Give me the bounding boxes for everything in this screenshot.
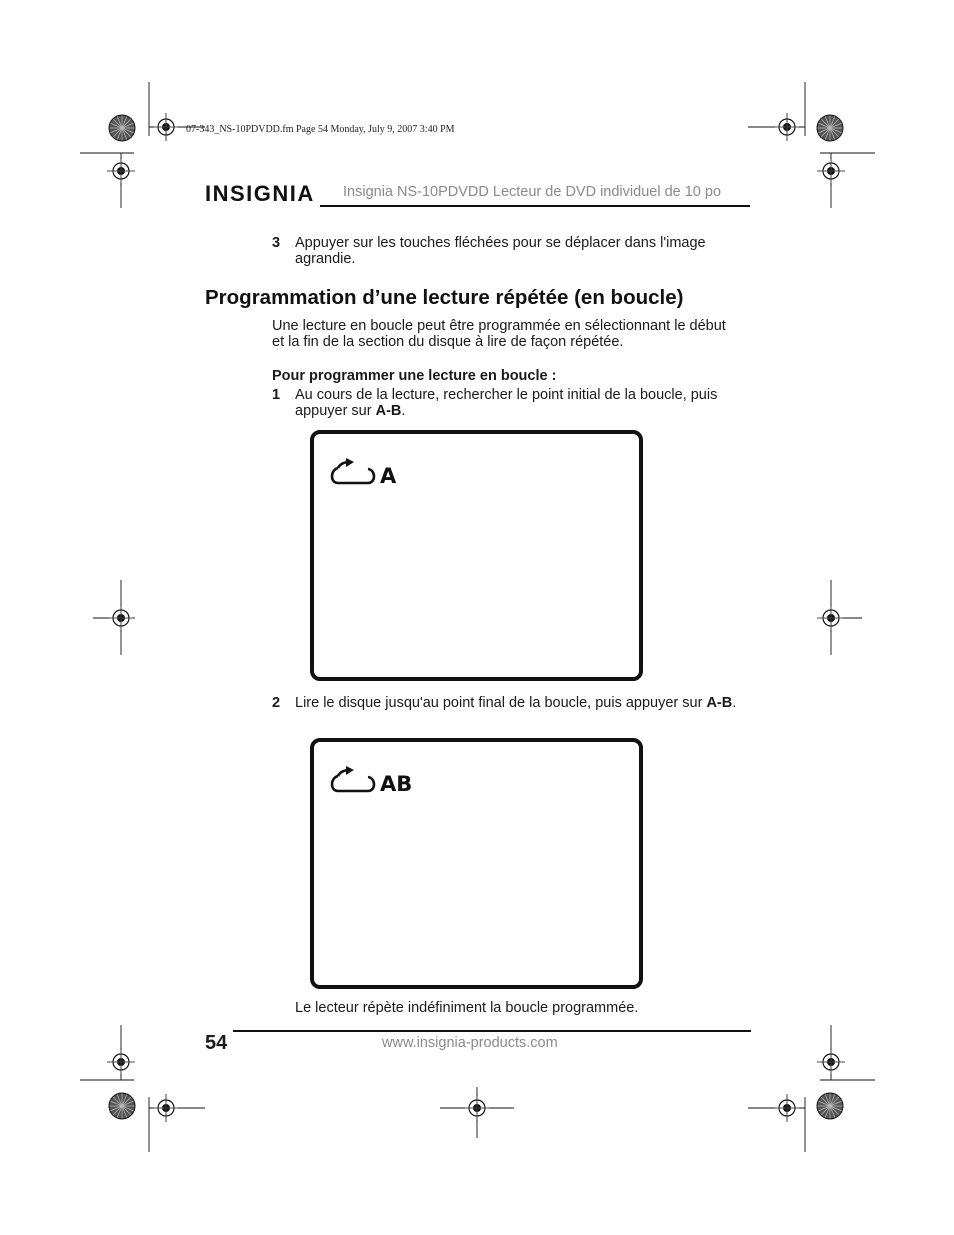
starburst-icon xyxy=(817,1093,843,1119)
registration-mark-icon xyxy=(463,1094,491,1122)
starburst-icon xyxy=(817,115,843,141)
screen-a-illustration xyxy=(310,430,643,681)
osd-label: A xyxy=(380,463,397,488)
section-intro: Une lecture en boucle peut être programmée en sélectionnant le début et la fin de la section du disque à lire de façon répétée. xyxy=(272,318,726,350)
registration-mark-icon xyxy=(773,1094,801,1122)
repeat-icon xyxy=(328,766,378,801)
header-rule xyxy=(320,205,750,207)
registration-mark-icon xyxy=(107,157,135,185)
registration-mark-icon xyxy=(817,604,845,632)
step-2-key: A-B xyxy=(706,695,733,711)
registration-mark-icon xyxy=(107,1048,135,1076)
step-1-text xyxy=(295,387,755,419)
step-1-end: . xyxy=(401,403,406,419)
registration-mark-icon xyxy=(107,604,135,632)
page-number: 54 xyxy=(205,1032,228,1054)
procedure-heading: Pour programmer une lecture en boucle : xyxy=(272,368,557,384)
step-1-body: Au cours de la lecture, rechercher le point initial de la boucle, puis appuyer sur xyxy=(295,387,718,419)
footer-rule xyxy=(233,1030,751,1032)
printer-slug: 07-343_NS-10PDVDD.fm Page 54 Monday, July 9, 2007 3:40 PM xyxy=(186,124,455,135)
registration-mark-icon xyxy=(152,113,180,141)
footer-url: www.insignia-products.com xyxy=(382,1035,558,1051)
osd-label: AB xyxy=(380,771,413,796)
header-title: Insignia NS-10PDVDD Lecteur de DVD individuel de 10 po xyxy=(343,184,722,200)
repeat-icon xyxy=(328,458,378,493)
starburst-icon xyxy=(109,115,135,141)
step-3-text: Appuyer sur les touches fléchées pour se déplacer dans l'image agrandie. xyxy=(295,235,706,267)
registration-mark-icon xyxy=(773,113,801,141)
step-3-number: 3 xyxy=(272,235,281,251)
screen-ab-illustration xyxy=(310,738,643,989)
step-2-text xyxy=(295,695,745,711)
closing-text: Le lecteur répète indéfiniment la boucle programmée. xyxy=(295,1000,639,1016)
step-1-key: A-B xyxy=(375,403,402,419)
section-heading: Programmation d’une lecture répétée (en boucle) xyxy=(205,286,684,309)
registration-mark-icon xyxy=(817,157,845,185)
registration-mark-icon xyxy=(817,1048,845,1076)
osd-repeat-ab xyxy=(328,766,412,801)
registration-mark-icon xyxy=(152,1094,180,1122)
step-2-end: . xyxy=(732,695,737,711)
step-1-number: 1 xyxy=(272,387,281,403)
insignia-logo: INSIGNIA xyxy=(205,181,315,206)
step-2-body: Lire le disque jusqu'au point final de la boucle, puis appuyer sur xyxy=(295,695,707,711)
starburst-icon xyxy=(109,1093,135,1119)
osd-repeat-a xyxy=(328,458,396,493)
step-2-number: 2 xyxy=(272,695,281,711)
